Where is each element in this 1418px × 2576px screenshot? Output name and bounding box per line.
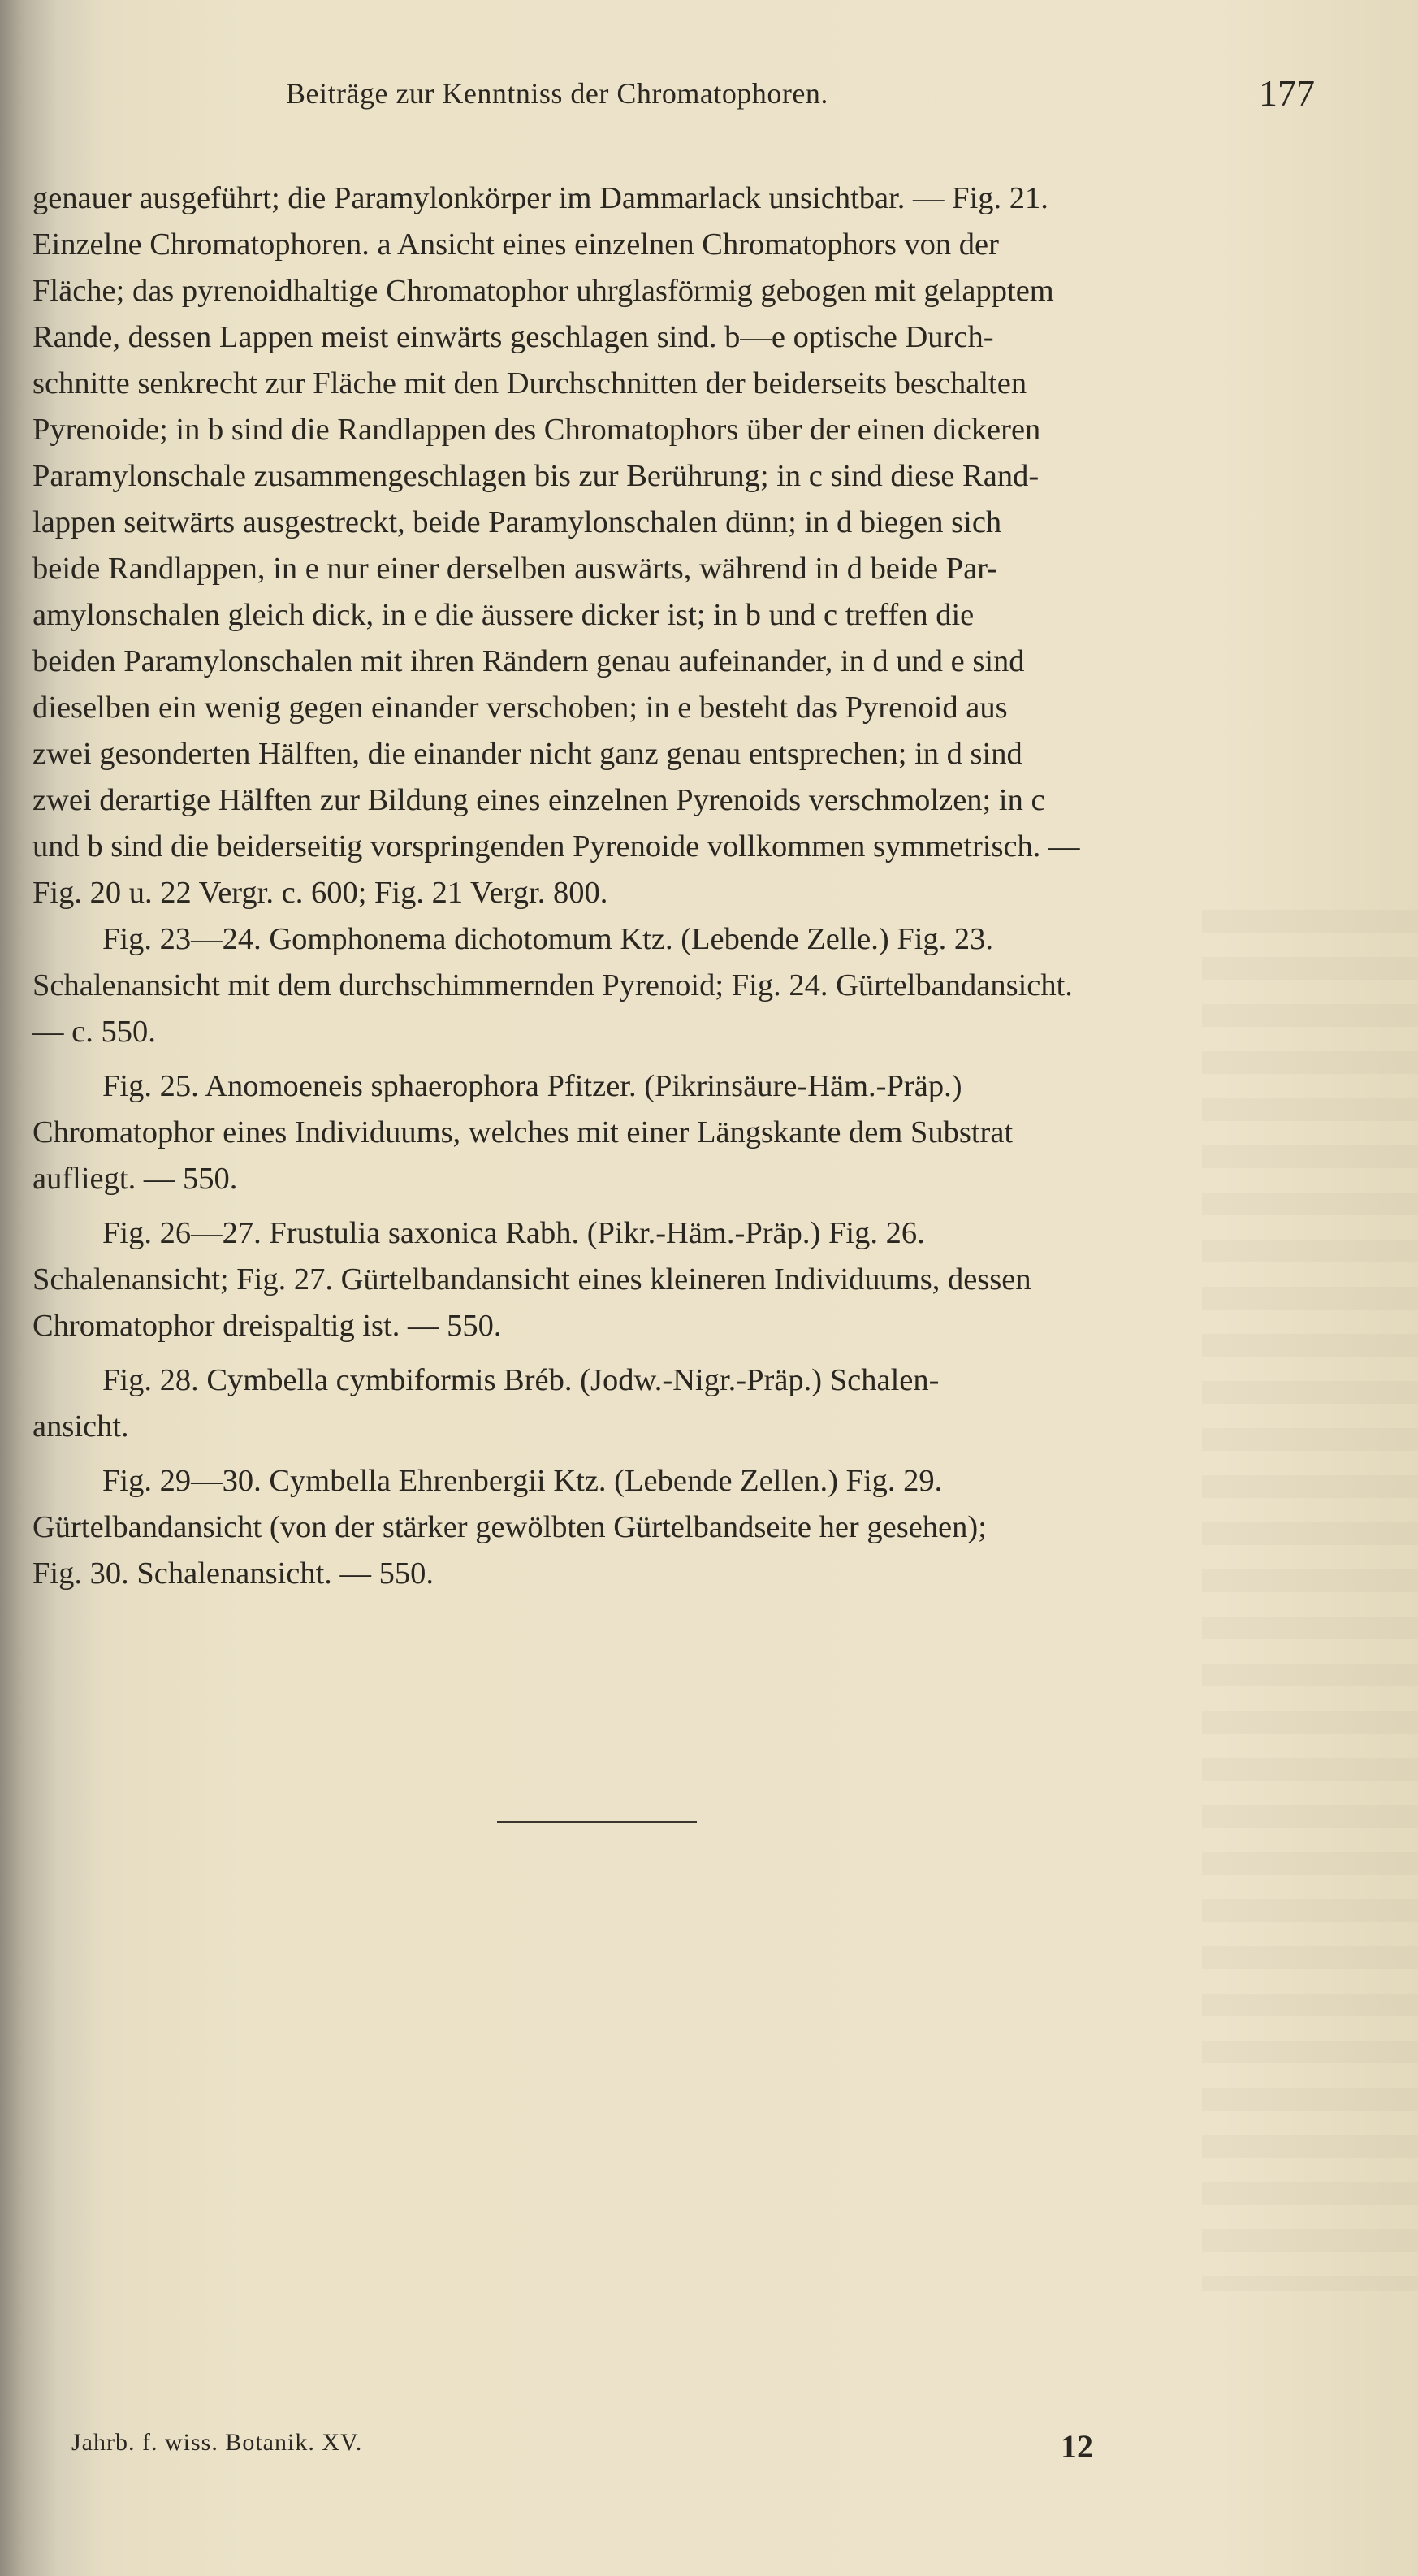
caption-fig-29-30: Fig. 29—30. Cymbella Ehrenbergii Ktz. (Lebende Zellen.) Fig. 29. xyxy=(102,1464,943,1498)
caption-line: Fig. 30. Schalenansicht. — 550. xyxy=(32,1556,434,1591)
caption-line: amylonschalen gleich dick, in e die äussere dicker ist; in b und c treffen die xyxy=(32,598,975,632)
caption-line: Paramylonschale zusammengeschlagen bis zur Berührung; in c sind diese Rand- xyxy=(32,459,1040,493)
caption-line: schnitte senkrecht zur Fläche mit den Durchschnitten der beiderseits beschalten xyxy=(32,366,1027,400)
section-rule xyxy=(497,1821,697,1823)
caption-fig-26-27: Fig. 26—27. Frustulia saxonica Rabh. (Pikr.-Häm.-Präp.) Fig. 26. xyxy=(102,1216,925,1250)
page-number: 177 xyxy=(1259,72,1315,114)
caption-line: Schalenansicht mit dem durchschimmernden Pyrenoid; Fig. 24. Gürtelbandansicht. xyxy=(32,968,1073,1002)
journal-signature: Jahrb. f. wiss. Botanik. XV. xyxy=(71,2429,363,2456)
page-footer xyxy=(0,2429,1418,2486)
caption-line: Chromatophor dreispaltig ist. — 550. xyxy=(32,1309,502,1343)
caption-line: Einzelne Chromatophoren. a Ansicht eines einzelnen Chromatophors von der xyxy=(32,227,999,262)
caption-line: dieselben ein wenig gegen einander verschoben; in e besteht das Pyrenoid aus xyxy=(32,691,1008,725)
caption-line: und b sind die beiderseitig vorspringenden Pyrenoide vollkommen symmetrisch. — xyxy=(32,829,1080,864)
caption-line: Fläche; das pyrenoidhaltige Chromatophor uhrglasförmig gebogen mit gelapptem xyxy=(32,274,1054,308)
caption-line: beiden Paramylonschalen mit ihren Rändern genau aufeinander, in d und e sind xyxy=(32,644,1025,678)
page-header xyxy=(0,71,1418,120)
caption-line: zwei gesonderten Hälften, die einander nicht ganz genau entsprechen; in d sind xyxy=(32,737,1022,771)
caption-line: Fig. 20 u. 22 Vergr. c. 600; Fig. 21 Vergr. 800. xyxy=(32,876,608,910)
caption-line: ansicht. xyxy=(32,1409,129,1444)
caption-line: genauer ausgeführt; die Paramylonkörper im Dammarlack unsichtbar. — Fig. 21. xyxy=(32,181,1048,215)
caption-line: Rande, dessen Lappen meist einwärts geschlagen sind. b—e optische Durch- xyxy=(32,320,994,354)
caption-line: Schalenansicht; Fig. 27. Gürtelbandansicht eines kleineren Individuums, dessen xyxy=(32,1262,1031,1297)
caption-fig-23-24: Fig. 23—24. Gomphonema dichotomum Ktz. (Lebende Zelle.) Fig. 23. xyxy=(102,922,994,956)
caption-line: aufliegt. — 550. xyxy=(32,1162,238,1196)
caption-line: Pyrenoide; in b sind die Randlappen des Chromatophors über der einen dickeren xyxy=(32,413,1041,447)
figure-captions xyxy=(32,175,1340,1597)
caption-line: Chromatophor eines Individuums, welches mit einer Längskante dem Substrat xyxy=(32,1115,1014,1149)
caption-line: lappen seitwärts ausgestreckt, beide Paramylonschalen dünn; in d biegen sich xyxy=(32,505,1002,539)
sheet-signature: 12 xyxy=(1061,2428,1093,2465)
caption-fig-28: Fig. 28. Cymbella cymbiformis Bréb. (Jodw.-Nigr.-Präp.) Schalen- xyxy=(102,1363,940,1397)
running-title: Beiträge zur Kenntniss der Chromatophoren. xyxy=(286,77,828,110)
caption-line: zwei derartige Hälften zur Bildung eines einzelnen Pyrenoids verschmolzen; in c xyxy=(32,783,1045,817)
caption-line: beide Randlappen, in e nur einer derselben auswärts, während in d beide Par- xyxy=(32,552,998,586)
caption-line: Gürtelbandansicht (von der stärker gewölbten Gürtelbandseite her gesehen); xyxy=(32,1510,987,1544)
caption-fig-25: Fig. 25. Anomoeneis sphaerophora Pfitzer. (Pikrinsäure-Häm.-Präp.) xyxy=(102,1069,962,1103)
caption-line: — c. 550. xyxy=(32,1015,156,1049)
